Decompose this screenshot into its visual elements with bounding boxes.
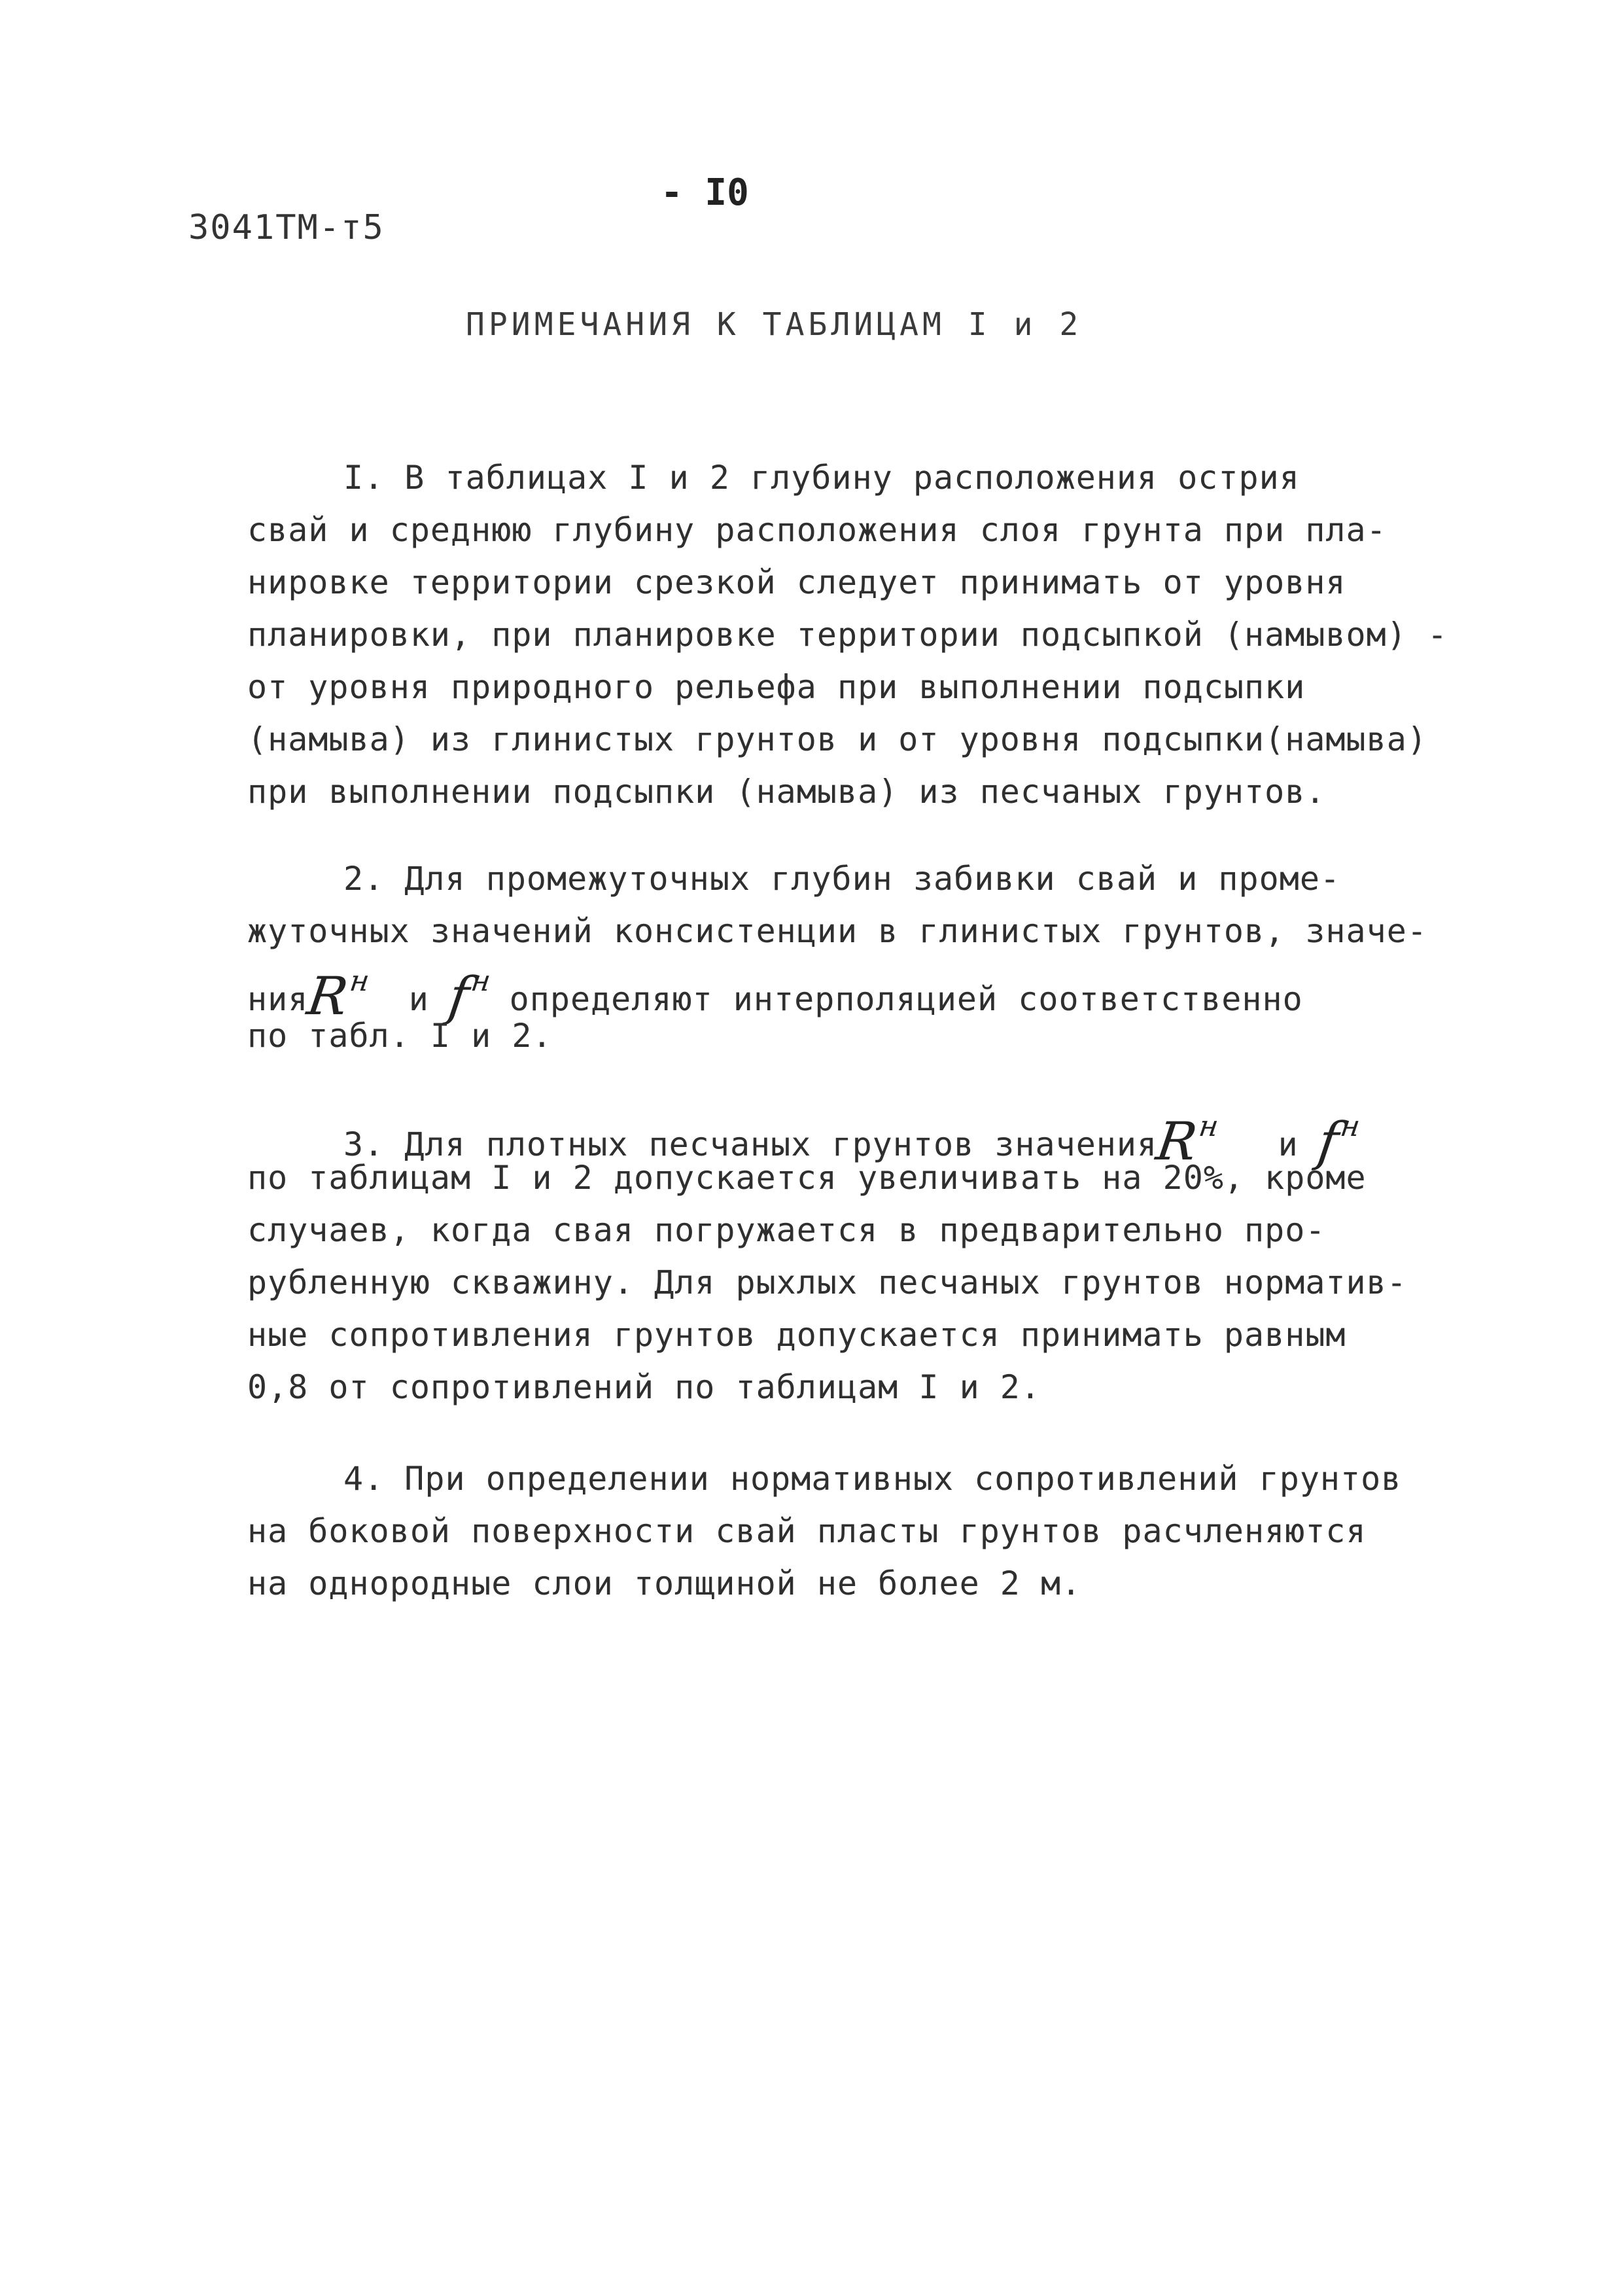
note-1-line-1: I. В таблицах I и 2 глубину расположения острия bbox=[343, 459, 1300, 497]
note-1-line-6: (намыва) из глинистых грунтов и от уровня подсыпки(намыва) bbox=[247, 720, 1427, 758]
note-4-line-1: 4. При определении нормативных сопротивлений грунтов bbox=[343, 1460, 1402, 1498]
note-1-line-5: от уровня природного рельефа при выполнении подсыпки bbox=[247, 668, 1306, 706]
note-2-line-4: по табл. I и 2. bbox=[247, 1017, 553, 1055]
note-1-line-7: при выполнении подсыпки (намыва) из песчаных грунтов. bbox=[247, 773, 1326, 811]
note-2-line-2: жуточных значений консистенции в глинистых грунтов, значе- bbox=[247, 912, 1427, 950]
document-code: 3041ТМ-т5 bbox=[188, 208, 385, 247]
note-2-word-znacheniya: ния bbox=[247, 980, 309, 1018]
note-3-line-2: по таблицам I и 2 допускается увеличивать на 20%, кроме bbox=[247, 1159, 1367, 1197]
handwritten-f-n: $f^н$ bbox=[445, 964, 494, 1027]
handwritten-r-n: $R^н$ bbox=[1153, 1110, 1221, 1172]
handwritten-r-n: $R^н$ bbox=[304, 964, 373, 1027]
note-2-line-3 bbox=[247, 964, 1303, 1027]
page-number: - I0 bbox=[661, 171, 749, 214]
note-3-line-5: ные сопротивления грунтов допускается принимать равным bbox=[247, 1316, 1346, 1354]
note-4-line-3: на однородные слои толщиной не более 2 м. bbox=[247, 1564, 1082, 1602]
note-3-word-i: и bbox=[1278, 1125, 1299, 1163]
note-1-line-4: планировки, при планировке территории подсыпкой (намывом) - bbox=[247, 616, 1448, 654]
note-2-line-1: 2. Для промежуточных глубин забивки свай и проме- bbox=[343, 860, 1341, 898]
note-2-line-3-rest: определяют интерполяцией соответственно bbox=[509, 980, 1303, 1018]
note-3-line-1-text: 3. Для плотных песчаных грунтов значения bbox=[343, 1125, 1158, 1163]
note-3-line-6: 0,8 от сопротивлений по таблицам I и 2. bbox=[247, 1368, 1041, 1406]
note-3-line-3: случаев, когда свая погружается в предварительно про- bbox=[247, 1211, 1326, 1249]
note-2-word-i: и bbox=[408, 980, 429, 1018]
note-1-line-3: нировке территории срезкой следует принимать от уровня bbox=[247, 563, 1346, 601]
note-4-line-2: на боковой поверхности свай пласты грунтов расчленяются bbox=[247, 1512, 1367, 1550]
notes-heading: ПРИМЕЧАНИЯ К ТАБЛИЦАМ I и 2 bbox=[466, 306, 1083, 343]
note-1-line-2: свай и среднюю глубину расположения слоя грунта при пла- bbox=[247, 511, 1387, 549]
handwritten-f-n: $f^н$ bbox=[1314, 1110, 1363, 1172]
note-3-line-4: рубленную скважину. Для рыхлых песчаных грунтов норматив- bbox=[247, 1263, 1407, 1301]
